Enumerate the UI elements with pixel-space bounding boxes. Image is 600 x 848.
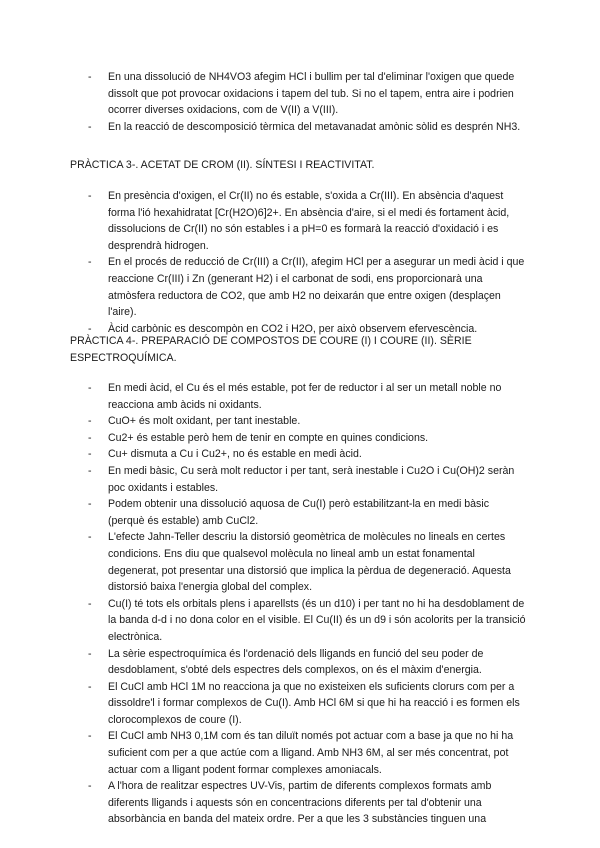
- list-item: - En medi bàsic, Cu serà molt reductor i per tant, serà inestable i Cu2O i Cu(OH)2 seràn poc oxidants i estables.: [88, 463, 528, 496]
- list-item: - El CuCl amb HCl 1M no reacciona ja que no existeixen els suficients clorurs com per a dissoldre'l i formar complexos de Cu(I). Amb HCl 6M si que hi ha reacció i es formen els clorocomplexos de coure (I).: [88, 679, 528, 729]
- list-item: - Cu(I) té tots els orbitals plens i aparellsts (és un d10) i per tant no hi ha desdoblament de la banda d-d i no dona color en el visible. El Cu(II) és un d9 i són acolorits per la transició electrònica.: [88, 596, 528, 646]
- section-3-title: PRÀCTICA 3-. ACETAT DE CROM (II). SÍNTESI I REACTIVITAT.: [70, 159, 375, 171]
- list-item: - Cu+ dismuta a Cu i Cu2+, no és estable en medi àcid.: [88, 446, 528, 463]
- list-item: - En el procés de reducció de Cr(III) a Cr(II), afegim HCl per a asegurar un medi àcid i que reaccione Cr(III) i Zn (generant H2) i el carbonat de sodi, ens proporcionarà una atmòsfera reductora de CO2, que amb H2 no deixarán que entre oxigen (desplaçen l'aire).: [88, 254, 528, 320]
- chromium-notes-list: [88, 188, 528, 337]
- list-item: - CuO+ és molt oxidant, per tant inestable.: [88, 413, 528, 430]
- list-item: - Cu2+ és estable però hem de tenir en compte en quines condicions.: [88, 430, 528, 447]
- vanadium-notes-list: [88, 69, 528, 135]
- list-item: - En medi àcid, el Cu és el més estable, pot fer de reductor i al ser un metall noble no reacciona amb àcids ni oxidants.: [88, 380, 528, 413]
- copper-notes-list: [88, 380, 528, 828]
- list-item: - Àcid carbònic es descompòn en CO2 i H2O, per això observem efervescència.: [88, 321, 528, 338]
- list-item: - En presència d'oxigen, el Cr(II) no és estable, s'oxida a Cr(III). En absència d'aquest forma l'ió hexahidratat [Cr(H2O)6]2+. En absència d'aire, si el medi és fortament àcid, dissolucions de Cr(II) no són estables i a pH=0 es formarà la reacció d'oxidació i es desprendrà hidrogen.: [88, 188, 528, 254]
- section-4-title: PRÀCTICA 4-. PREPARACIÓ DE COMPOSTOS DE COURE (I) I COURE (II). SÈRIE ESPECTROQUÍMICA.: [70, 335, 472, 364]
- list-item: - L'efecte Jahn-Teller descriu la distorsió geomètrica de molècules no lineals en certes condicions. Ens diu que qualsevol molècula no lineal amb un estat fonamental degenerat, pot presentar una distorsió que implica la pèrdua de degeneració. Aquesta distorsió baixa l'energia global del complex.: [88, 529, 528, 595]
- list-item: - Podem obtenir una dissolució aquosa de Cu(I) però estabilitzant-la en medi bàsic (perquè és estable) amb CuCl2.: [88, 496, 528, 529]
- list-item: - En una dissolució de NH4VO3 afegim HCl i bullim per tal d'eliminar l'oxigen que quede dissolt que pot provocar oxidacions i tapem del tub. Si no el tapem, entra aire i podrien ocorrer diverses oxidacions, com de V(II) a V(III).: [88, 69, 528, 119]
- list-item: - El CuCl amb NH3 0,1M com és tan diluït només pot actuar com a base ja que no hi ha suficient com per a que actúe com a lligand. Amb NH3 6M, al ser més concentrat, pot actuar com a lligant podent formar complexes amoniacals.: [88, 728, 528, 778]
- list-item: - La sèrie espectroquímica és l'ordenació dels lligands en funció del seu poder de desdoblament, s'obté dels espectres dels complexos, on és el màxim d'energia.: [88, 646, 528, 679]
- list-item: - En la reacció de descomposició tèrmica del metavanadat amònic sòlid es desprén NH3.: [88, 119, 528, 136]
- list-item: - A l'hora de realitzar espectres UV-Vis, partim de diferents complexos formats amb diferents lligands i aquests són en concentracions diferents per tal d'obtenir una absorbància en banda del mateix ordre. Per a que les 3 substàncies tinguen una: [88, 778, 528, 828]
